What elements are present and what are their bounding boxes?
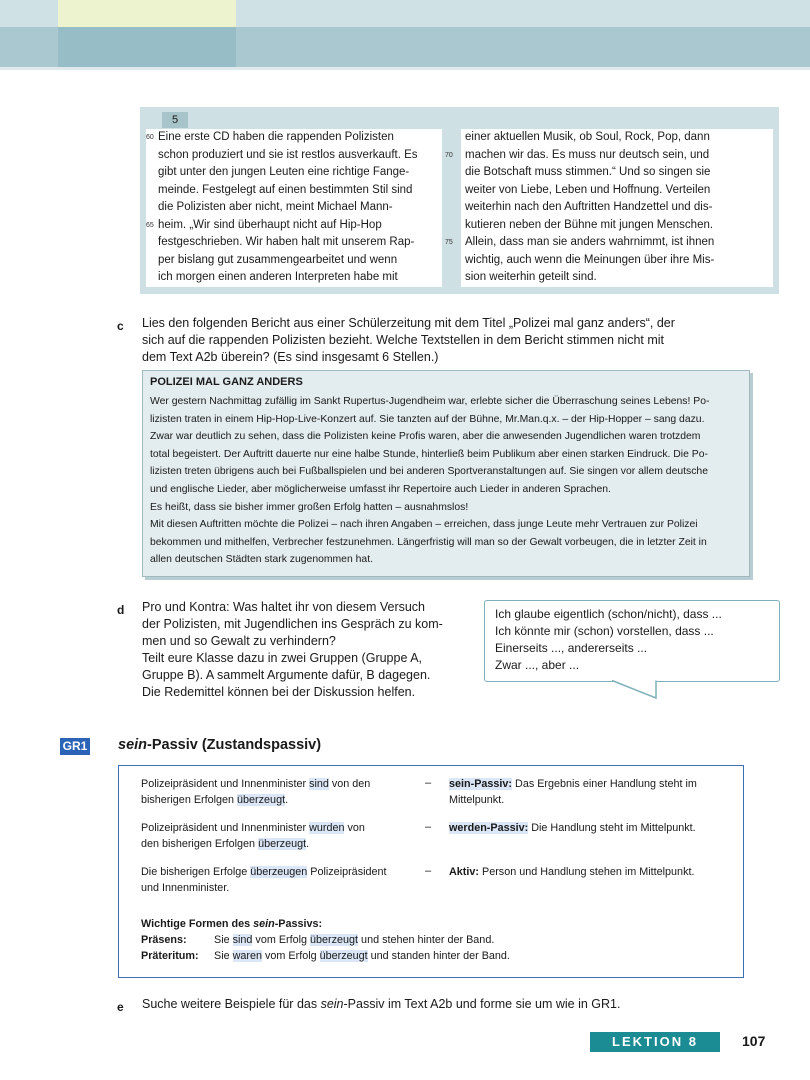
reading-line-text: per bislang gut zusammengearbeitet und wenn [158, 253, 398, 266]
line-number: 70 [445, 151, 453, 159]
task-c-letter: c [117, 319, 124, 333]
reading-line-text: die Botschaft muss stimmen.“ Und so singen sie [465, 166, 711, 178]
reading-line [146, 234, 442, 251]
task-c-line: dem Text A2b überein? (Es sind insgesamt 6 Stellen.) [142, 350, 439, 364]
reading-line-text: gibt unter den jungen Leuten eine richtige Fange- [158, 166, 410, 178]
section-number: 5 [162, 112, 188, 128]
grammar-box [118, 765, 744, 978]
reading-line [146, 199, 442, 216]
grammar-title: sein-Passiv (Zustandspassiv) [118, 737, 322, 753]
reading-line [461, 217, 773, 234]
task-e-letter: e [117, 1000, 124, 1014]
reading-column-right [445, 129, 773, 287]
reading-line-text: sion weiterhin geteilt sind. [465, 271, 597, 283]
task-d-letter: d [117, 603, 125, 617]
reading-line-text: festgeschrieben. Wir haben halt mit unserem Rap- [158, 236, 415, 248]
reading-line-text: weiterhin nach den Auftritten Handzettel und dis- [465, 201, 713, 213]
report-line: bekommen und mithelfen, Verbrecher festzunehmen. Längerfristig will man so der Gewalt vorbeugen, die in letzter Zeit in [150, 536, 707, 548]
line-number: 75 [445, 239, 453, 246]
reading-line [445, 147, 773, 164]
task-c-line: sich auf die rappenden Polizisten bezieht. Welche Textstellen in dem Bericht stimmen nicht mit [142, 333, 665, 347]
grammar-badge: GR1 [60, 738, 90, 755]
dash: – [425, 821, 432, 833]
dash: – [425, 865, 432, 877]
line-number: 65 [146, 221, 154, 229]
header-accent-dark [58, 27, 236, 67]
forms-section: Wichtige Formen des sein-Passivs: Präsens: Sie sind vom Erfolg überzeugt und stehen hinter der Band. Präteritum: Sie waren vom Erfolg überzeugt und standen hinter der Band. [141, 918, 510, 962]
task-d-line: Die Redemittel können bei der Diskussion helfen. [142, 685, 416, 699]
reading-line-text: Allein, dass man sie anders wahrnimmt, ist ihnen [465, 236, 715, 248]
reading-line [146, 182, 442, 199]
reading-excerpt [140, 107, 779, 294]
task-d-line: Teilt eure Klasse dazu in zwei Gruppen (Gruppe A, [142, 651, 423, 665]
task-e-text: Suche weitere Beispiele für das sein-Passiv im Text A2b und forme sie um wie in GR1. [142, 997, 621, 1011]
reading-line [146, 129, 442, 146]
reading-line [461, 199, 773, 216]
task-d-text [142, 599, 477, 701]
report-line: Wer gestern Nachmittag zufällig im Sankt Rupertus-Jugendheim war, erlebte sicher die Überraschung seines Lebens! Po- [150, 396, 710, 407]
reading-line [146, 252, 442, 269]
reading-line-text: schon produziert und sie ist restlos ausverkauft. Es [158, 148, 418, 161]
reading-line [461, 269, 773, 286]
reading-line-text: heim. „Wir sind überhaupt nicht auf Hip-Hop [158, 218, 382, 231]
school-report-box [142, 370, 750, 577]
report-line: und englische Lieder, aber möglicherweise umfasst ihr Repertoire auch Lieder in anderen Sprachen. [150, 483, 611, 495]
reading-line-text: weiter von Liebe, Leben und Hoffnung. Verteilen [465, 183, 711, 196]
dash: – [425, 777, 432, 789]
task-d-line: der Polizisten, mit Jugendlichen ins Gespräch zu kom- [142, 617, 443, 631]
line-number: 60 [146, 134, 154, 141]
reading-line [461, 129, 773, 146]
reading-line-text: einer aktuellen Musik, ob Soul, Rock, Pop, dann [465, 131, 710, 143]
page-number: 107 [742, 1033, 766, 1049]
reading-line [461, 164, 773, 181]
reading-line [461, 252, 773, 269]
example-1-sentence: Polizeipräsident und Innenminister sind von den bisherigen Erfolgen überzeugt. [141, 778, 371, 806]
reading-line-text: Eine erste CD haben die rappenden Polizisten [158, 131, 394, 143]
report-line: Mit diesen Auftritten möchte die Polizei – nach ihren Angaben – erreichen, dass junge Leute mehr Vertrauen zur Polizei [150, 519, 698, 531]
example-2-sentence: Polizeipräsident und Innenminister wurden von den bisherigen Erfolgen überzeugt. [141, 822, 365, 850]
report-line: lizisten treten übrigens auch bei Fußballspielen und bei anderen Sportveranstaltungen auf. Sie singen vor allem deutsche [150, 466, 708, 478]
reading-line [146, 164, 442, 181]
reading-line-text: die Polizisten aber nicht, meint Michael Mann- [158, 201, 393, 213]
lesson-label: LEKTION 8 [590, 1032, 720, 1052]
reading-line-text: wichtig, auch wenn die Meinungen über ihre Mis- [465, 253, 715, 266]
speech-bubble-tail [612, 680, 662, 700]
task-c-text [142, 315, 782, 366]
reading-line-text: machen wir das. Es muss nur deutsch sein, und [465, 148, 710, 161]
reading-line [146, 147, 442, 164]
reading-line [445, 234, 773, 251]
report-line: Es heißt, dass sie bisher immer großen Erfolg hatten – ausnahmslos! [150, 501, 469, 513]
bubble-phrase: Zwar ..., aber ... [495, 658, 580, 672]
report-body [150, 393, 746, 569]
bubble-phrase: Einerseits ..., andererseits ... [495, 641, 648, 655]
reading-line-text: ich morgen einen anderen Interpreten habe mit [158, 271, 398, 283]
reading-column-left [146, 129, 442, 287]
task-d-line: men und so Gewalt zu verhindern? [142, 634, 336, 648]
header-accent [58, 0, 236, 27]
reading-line-text: kutieren neben der Bühne mit jungen Menschen. [465, 218, 714, 231]
example-2-explanation: werden-Passiv: Die Handlung steht im Mittelpunkt. [449, 822, 696, 834]
task-c-line: Lies den folgenden Bericht aus einer Schülerzeitung mit dem Titel „Polizei mal ganz anders“, der [142, 316, 675, 330]
reading-line [146, 269, 442, 286]
bubble-phrase: Ich könnte mir (schon) vorstellen, dass ... [495, 624, 714, 638]
example-1-explanation: sein-Passiv: Das Ergebnis einer Handlung steht im Mittelpunkt. [449, 778, 697, 806]
report-line: lizisten traten in einem Hip-Hop-Live-Konzert auf. Sie tanzten auf der Bühne, Mr.Man.q.x. – der Hip-Hopper – sang dazu. [150, 413, 705, 425]
report-line: allen deutschen Städten stark zugenommen hat. [150, 554, 373, 566]
header-divider [0, 67, 810, 70]
task-d-line: Pro und Kontra: Was haltet ihr von diesem Versuch [142, 600, 426, 614]
reading-line [461, 182, 773, 199]
phrases-speech-bubble [484, 600, 780, 682]
reading-line-text: meinde. Festgelegt auf einen bestimmten Stil sind [158, 183, 413, 196]
example-3-explanation: Aktiv: Person und Handlung stehen im Mittelpunkt. [449, 866, 695, 878]
report-line: total begeistert. Der Auftritt dauerte nur eine halbe Stunde, hinterließ beim Publikum aber einen starken Eindruck. Die Po- [150, 448, 708, 460]
reading-line [146, 217, 442, 234]
report-line: Zwar war deutlich zu sehen, dass die Polizisten keine Profis waren, aber die anwesenden Jugendlichen waren trotzdem [150, 431, 701, 443]
task-d-line: Gruppe B). A sammelt Argumente dafür, B dagegen. [142, 668, 431, 682]
report-title: POLIZEI MAL GANZ ANDERS [150, 376, 303, 388]
bubble-phrase: Ich glaube eigentlich (schon/nicht), dass ... [495, 607, 722, 621]
example-3-sentence: Die bisherigen Erfolge überzeugen Polizeipräsident und Innenminister. [141, 866, 387, 894]
